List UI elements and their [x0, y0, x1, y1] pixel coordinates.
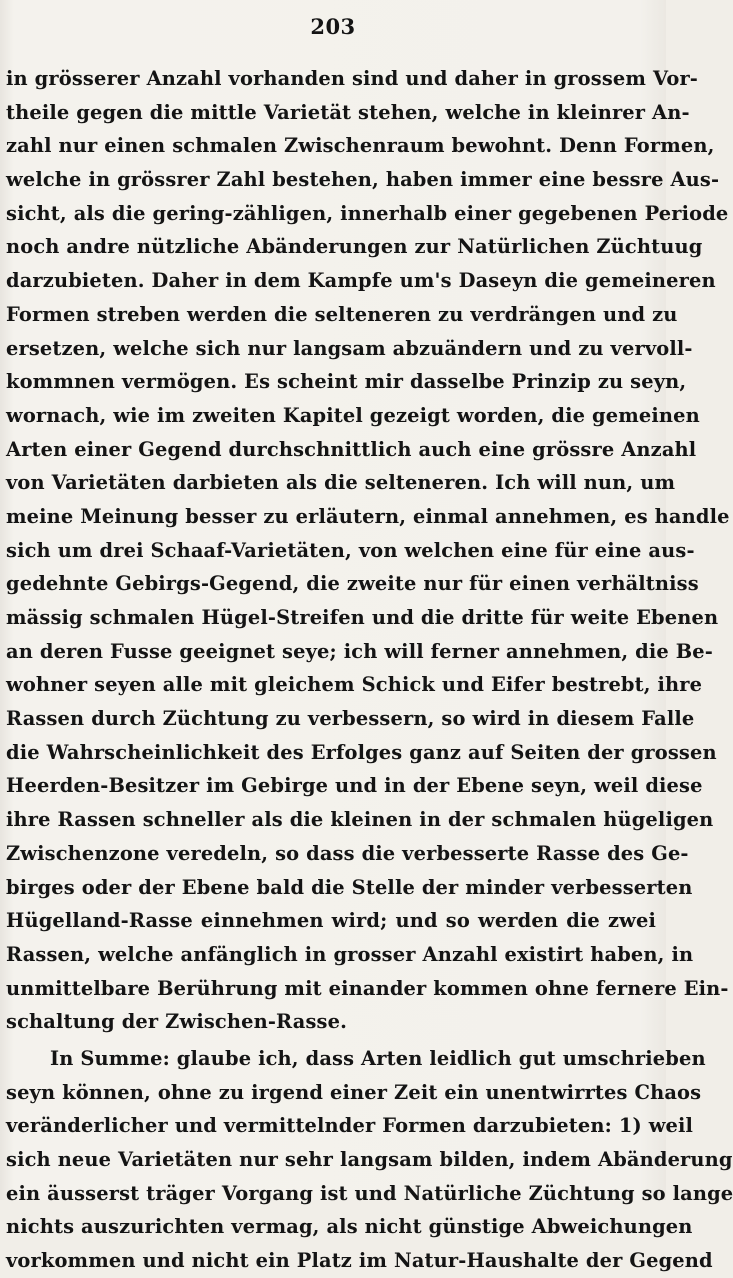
text-line: Formen streben werden die selteneren zu verdrängen und zu — [6, 302, 678, 326]
text-line: seyn können, ohne zu irgend einer Zeit ein unentwirrtes Chaos — [6, 1080, 702, 1104]
text-line: wornach, wie im zweiten Kapitel gezeigt worden, die gemeinen — [6, 403, 700, 427]
text-line: Zwischenzone veredeln, so dass die verbesserte Rasse des Ge- — [6, 841, 689, 865]
text-line: zahl nur einen schmalen Zwischenraum bewohnt. Denn Formen, — [6, 134, 715, 158]
text-line: in grösserer Anzahl vorhanden sind und daher in grossem Vor- — [6, 67, 699, 90]
text-line: ihre Rassen schneller als die kleinen in der schmalen hügeligen — [6, 808, 714, 832]
body-text — [6, 62, 733, 1278]
text-line: Heerden-Besitzer im Gebirge und in der Ebene seyn, weil diese — [6, 774, 703, 798]
text-line: gedehnte Gebirgs-Gegend, die zweite nur für einen verhältniss — [6, 572, 699, 596]
text-line: ersetzen, welche sich nur langsam abzuändern und zu vervoll- — [6, 336, 693, 360]
page-number: 203 — [310, 14, 356, 39]
text-line: meine Meinung besser zu erläutern, einmal annehmen, es handle — [6, 504, 730, 528]
text-line: noch andre nützliche Abänderungen zur Natürlichen Züchtuug — [6, 235, 703, 259]
text-line: nichts auszurichten vermag, als nicht günstige Abweichungen — [6, 1215, 693, 1239]
text-line: ein äusserst träger Vorgang ist und Natürliche Züchtung so lange — [6, 1181, 733, 1205]
text-line: schaltung der Zwischen-Rasse. — [6, 1010, 347, 1034]
text-line: mässig schmalen Hügel-Streifen und die dritte für weite Ebenen — [6, 606, 719, 629]
text-line: veränderlicher und vermittelnder Formen darzubieten: 1) weil — [6, 1114, 694, 1138]
text-line: unmittelbare Berührung mit einander kommen ohne fernere Ein- — [6, 976, 729, 1000]
text-line: Rassen durch Züchtung zu verbessern, so wird in diesem Falle — [6, 707, 695, 731]
text-line: Rassen, welche anfänglich in grosser Anzahl existirt haben, in — [6, 942, 694, 966]
text-line: von Varietäten darbieten als die selteneren. Ich will nun, um — [6, 471, 676, 495]
text-line: theile gegen die mittle Varietät stehen, welche in kleinrer An- — [6, 100, 690, 124]
text-line: wohner seyen alle mit gleichem Schick und Eifer bestrebt, ihre — [6, 673, 703, 697]
text-line: die Wahrscheinlichkeit des Erfolges ganz auf Seiten der grossen — [6, 740, 717, 764]
text-line: Hügelland-Rasse einnehmen wird; und so werden die zwei — [6, 909, 656, 933]
text-line: an deren Fusse geeignet seye; ich will ferner annehmen, die Be- — [6, 639, 713, 663]
text-line: Arten einer Gegend durchschnittlich auch eine grössre Anzahl — [6, 437, 697, 461]
text-line: kommnen vermögen. Es scheint mir dasselbe Prinzip zu seyn, — [6, 370, 687, 394]
text-line: sich neue Varietäten nur sehr langsam bilden, indem Abänderung — [6, 1148, 733, 1171]
text-line: birges oder der Ebene bald die Stelle der minder verbesserten — [6, 875, 693, 899]
text-line: sich um drei Schaaf-Varietäten, von welchen eine für eine aus- — [6, 538, 695, 562]
text-line: vorkommen und nicht ein Platz im Natur-Haushalte der Gegend — [6, 1249, 713, 1273]
text-line: welche in grössrer Zahl bestehen, haben immer eine bessre Aus- — [6, 168, 720, 192]
text-line: In Summe: glaube ich, dass Arten leidlich gut umschrieben — [50, 1046, 706, 1070]
text-line: darzubieten. Daher in dem Kampfe um's Daseyn die gemeineren — [6, 269, 716, 293]
text-line: sicht, als die gering-zähligen, innerhalb einer gegebenen Periode — [6, 201, 729, 225]
